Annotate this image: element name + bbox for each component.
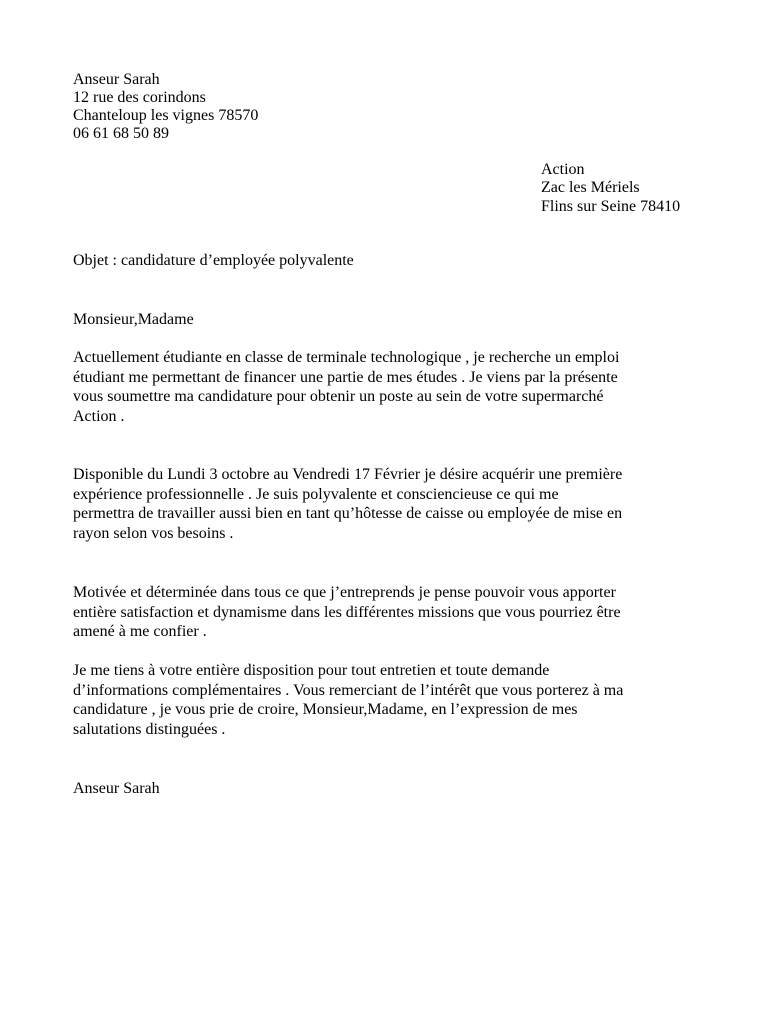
letter-salutation: Monsieur,Madame <box>73 311 194 328</box>
paragraph-4 <box>73 661 713 739</box>
paragraph-line: candidature , je vous prie de croire, Monsieur,Madame, en l’expression de mes <box>73 701 578 718</box>
paragraph-line: d’informations complémentaires . Vous remerciant de l’intérêt que vous porterez à ma <box>73 681 624 699</box>
paragraph-line: vous soumettre ma candidature pour obtenir un poste au sein de votre supermarché <box>73 388 604 405</box>
paragraph-line: rayon selon vos besoins . <box>73 524 234 542</box>
letter-subject: Objet : candidature d’employée polyvalente <box>73 252 354 269</box>
recipient-company: Action <box>541 161 585 178</box>
sender-phone: 06 61 68 50 89 <box>73 125 169 142</box>
paragraph-line: entière satisfaction et dynamisme dans les différentes missions que vous pourriez être <box>73 603 621 621</box>
paragraph-line: étudiant me permettant de financer une partie de mes études . Je viens par la présente <box>73 368 618 386</box>
sender-city: Chanteloup les vignes 78570 <box>73 107 259 124</box>
sender-name: Anseur Sarah <box>73 71 160 88</box>
recipient-street: Zac les Mériels <box>541 179 640 196</box>
paragraph-line: salutations distinguées . <box>73 720 226 738</box>
paragraph-line: Action . <box>73 407 125 425</box>
paragraph-line: Motivée et déterminée dans tous ce que j’entreprends je pense pouvoir vous apporter <box>73 584 616 601</box>
paragraph-line: Je me tiens à votre entière disposition pour tout entretien et toute demande <box>73 662 550 679</box>
paragraph-line: Disponible du Lundi 3 octobre au Vendredi 17 Février je désire acquérir une première <box>73 466 623 483</box>
recipient-city: Flins sur Seine 78410 <box>541 198 681 215</box>
paragraph-line: amené à me confier . <box>73 623 207 640</box>
paragraph-3 <box>73 583 713 642</box>
paragraph-1 <box>73 348 713 426</box>
paragraph-line: Actuellement étudiante en classe de terminale technologique , je recherche un emploi <box>73 349 620 366</box>
paragraph-line: expérience professionnelle . Je suis polyvalente et consciencieuse ce qui me <box>73 485 559 503</box>
paragraph-line: permettra de travailler aussi bien en tant qu’hôtesse de caisse ou employée de mise en <box>73 505 623 522</box>
letter-signature: Anseur Sarah <box>73 780 160 797</box>
paragraph-2 <box>73 465 713 543</box>
sender-street: 12 rue des corindons <box>73 89 206 106</box>
